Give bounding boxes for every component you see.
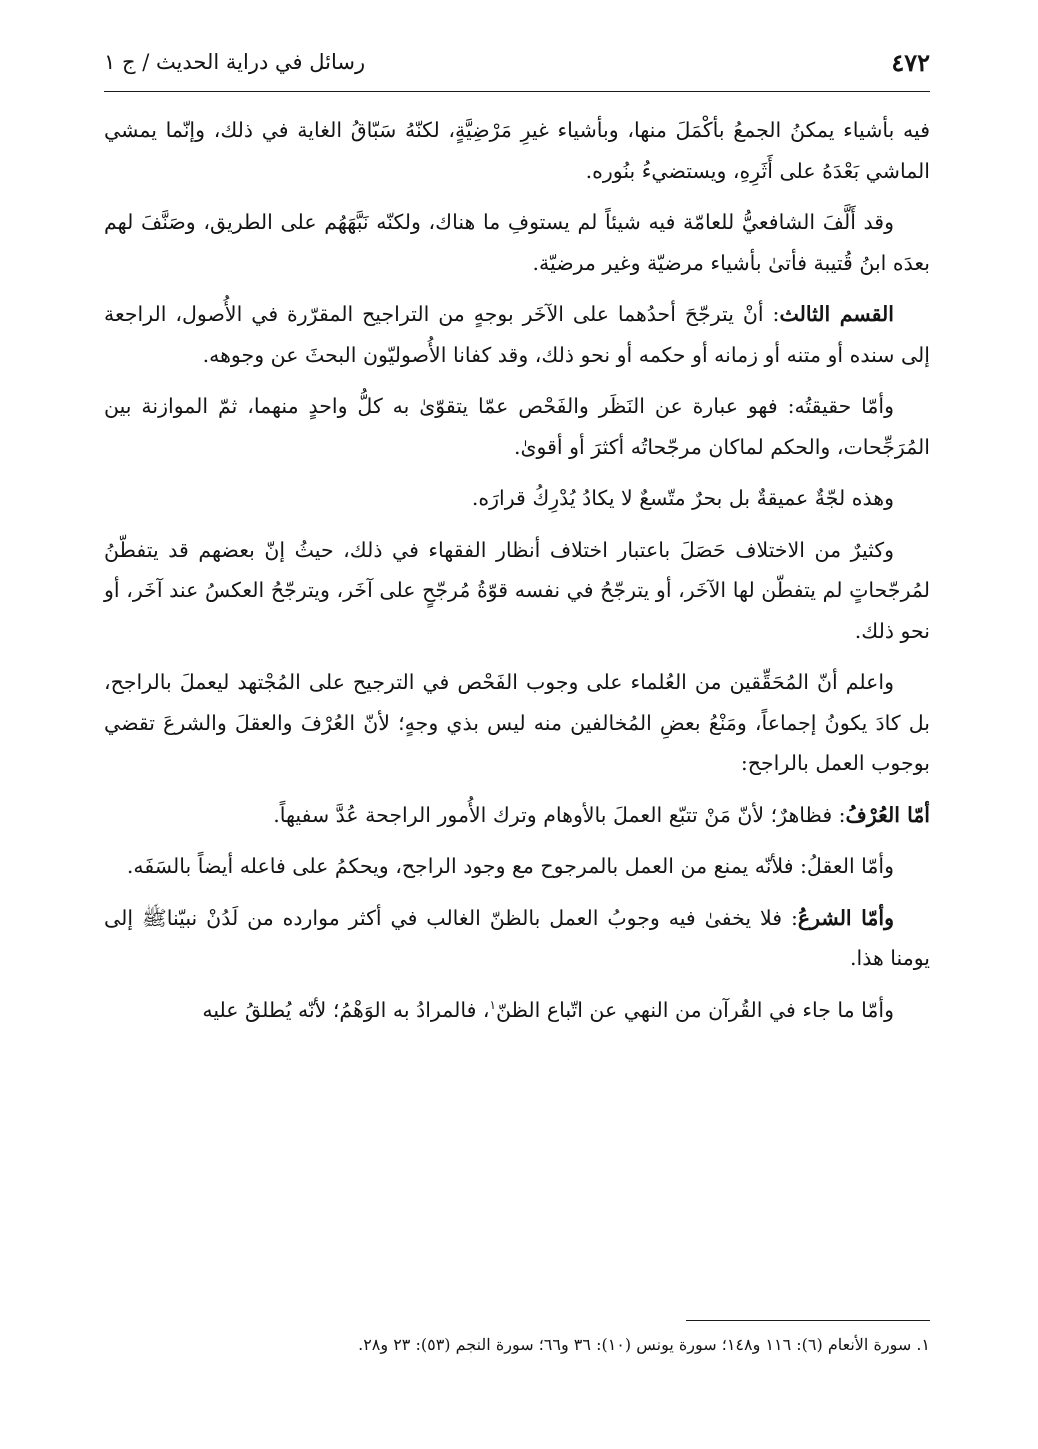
paragraph-3-text: : أنْ يترجّحَ أحدُهما على الآخَر بوجهٍ من التراجيح المقرّرة في الأُصول، الراجعة إلى سنده أو متنه أو زمانه أو حكمه أو نحو ذلك، وقد كفانا الأُصوليّون البحثَ عن وجوهه. bbox=[104, 302, 930, 367]
paragraph-10-text: : فلا يخفىٰ فيه وجوبُ العمل بالظنّ الغالب في أكثر موارده من لَدُنْ نبيّناﷺ إلى يومنا هذا. bbox=[104, 905, 930, 970]
paragraph-3 bbox=[104, 294, 930, 375]
page-header bbox=[104, 40, 930, 84]
paragraph-4: وأمّا حقيقتُه: فهو عبارة عن النَظَر والفَحْص عمّا يتقوّىٰ به كلُّ واحدٍ منهما، ثمّ الموازنة بين المُرَجِّحات، والحكم لماكان مرجّحاتُه أكثرَ أو أقوىٰ. bbox=[104, 394, 930, 459]
paragraph-10 bbox=[104, 898, 930, 979]
running-title: رسائل في دراية الحديث / ج ١ bbox=[104, 50, 366, 74]
lead-custom: أمّا العُرْفُ bbox=[845, 802, 930, 827]
paragraph-8 bbox=[104, 795, 930, 836]
paragraph-5: وهذه لجّةٌ عميقةٌ بل بحرٌ متّسعٌ لا يكادُ يُدْرِكُ قرارَه. bbox=[471, 486, 894, 510]
paragraph-11-part-b: ، فالمرادُ به الوَهْمُ؛ لأنّه يُطلقُ عليه bbox=[202, 997, 490, 1022]
body-text bbox=[104, 110, 930, 1041]
paragraph-7: واعلم أنّ المُحَقِّقين من العُلماء على وجوب الفَحْص في الترجيح على المُجْتهد ليعملَ بالراجح، بل كادَ يكونُ إجماعاً، ومَنْعُ بعضِ المُخالفين منه ليس بذي وجهٍ؛ لأنّ العُرْفَ والعقلَ والشرعَ تقضي بوجوب العمل بالراجح: bbox=[104, 670, 930, 775]
paragraph-6: وكثيرٌ من الاختلاف حَصَلَ باعتبار اختلاف أنظار الفقهاء في ذلك، حيثُ إنّ بعضهم قد يتفطّنُ لمُرجّحاتٍ لم يتفطّن لها الآخَر، أو يترجّحُ في نفسه قوّةُ مُرجّحٍ على آخَر، ويترجّحُ العكسُ عند آخَر، أو نحو ذلك. bbox=[104, 537, 930, 643]
section-heading-third-part: القسم الثالث bbox=[779, 302, 894, 326]
page-number: ٤٧٢ bbox=[891, 47, 930, 77]
footnote-reference[interactable]: ١ bbox=[489, 997, 496, 1012]
paragraph-11 bbox=[104, 990, 930, 1031]
paragraph-1: فيه بأشياء يمكنُ الجمعُ بأكْمَلَ منها، وبأشياء غيرِ مَرْضِيَّةٍ، لكنّهُ سَبّاقُ الغاية في ذلك، وإنّما يمشي الماشي بَعْدَهُ على أَثَرِهِ، ويستضيءُ بنُوره. bbox=[104, 118, 930, 183]
paragraph-8-text: : فظاهرٌ؛ لأنّ مَنْ تتبّع العملَ بالأوهام وترك الأُمور الراجحة عُدَّ سفيهاً. bbox=[273, 802, 846, 827]
paragraph-9: وأمّا العقلُ: فلأنّه يمنع من العمل بالمرجوح مع وجود الراجح، ويحكمُ على فاعله أيضاً بالسَفَه. bbox=[126, 854, 894, 878]
paragraph-2: وقد أَلَّفَ الشافعيُّ للعامّة فيه شيئاً لم يستوفِ ما هناك، ولكنّه نَبَّهَهُم على الطريق، وصَنَّفَ لهم بعدَه ابنُ قُتيبة فأتىٰ بأشياء مرضيّة وغير مرضيّة. bbox=[104, 210, 930, 275]
footnote-text: ١. سورة الأنعام (٦): ١١٦ و١٤٨؛ سورة يونس (١٠): ٣٦ و٦٦؛ سورة النجم (٥٣): ٢٣ و٢٨. bbox=[358, 1335, 930, 1354]
lead-sharia: وأمّا الشرعُ bbox=[797, 905, 895, 930]
footnote-rule bbox=[686, 1320, 930, 1321]
paragraph-11-part-a: وأمّا ما جاء في القُرآن من النهي عن اتّباع الظنّ bbox=[495, 997, 894, 1022]
header-rule bbox=[104, 91, 930, 92]
